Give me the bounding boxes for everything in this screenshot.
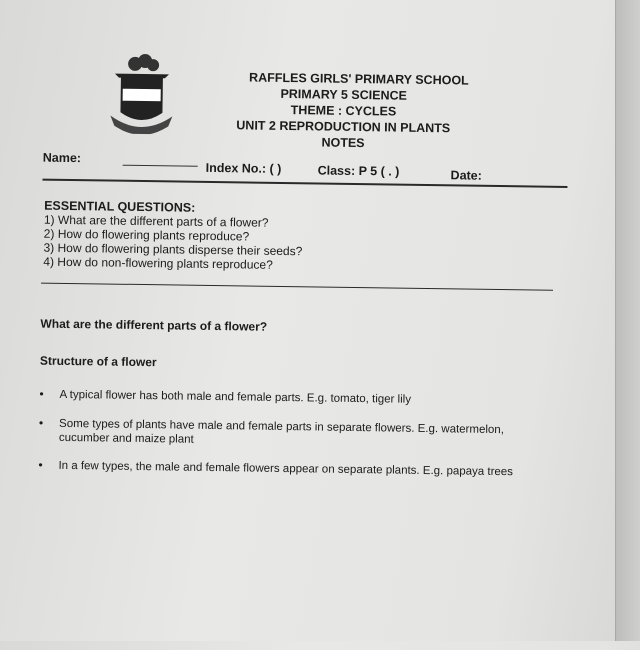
divider bbox=[42, 179, 567, 188]
doc-type: NOTES bbox=[321, 135, 365, 151]
divider bbox=[41, 283, 553, 291]
essential-questions bbox=[43, 199, 303, 273]
bullet-item: • A typical flower has both male and female parts. E.g. tomato, tiger lily bbox=[39, 388, 539, 409]
bullet-item: • In a few types, the male and female flowers appear on separate plants. E.g. papaya trees bbox=[38, 459, 518, 480]
theme: THEME : CYCLES bbox=[290, 103, 397, 119]
index-label: Index No.: ( ) bbox=[205, 160, 282, 176]
date-label: Date: bbox=[450, 168, 482, 183]
bullet-item: • Some types of plants have male and female parts in separate flowers. E.g. watermelon, cucumber and maize plant bbox=[39, 417, 539, 452]
section-subtitle: Structure of a flower bbox=[39, 353, 157, 370]
question-item: 4) How do non-flowering plants reproduce? bbox=[43, 254, 273, 272]
question-item: 1) What are the different parts of a flower? bbox=[43, 212, 269, 230]
question-item: 2) How do flowering plants reproduce? bbox=[43, 226, 250, 244]
name-label: Name: bbox=[42, 150, 82, 166]
bullet-text: A typical flower has both male and female parts. E.g. tomato, tiger lily bbox=[59, 388, 412, 406]
paper-edge bbox=[615, 0, 640, 641]
student-info bbox=[42, 150, 563, 183]
document-header bbox=[213, 69, 474, 153]
school-crest-logo bbox=[108, 54, 175, 135]
question-item: 3) How do flowering plants disperse their seeds? bbox=[43, 240, 303, 259]
level: PRIMARY 5 SCIENCE bbox=[280, 86, 408, 103]
name-field[interactable] bbox=[123, 165, 198, 167]
section-question: What are the different parts of a flower? bbox=[40, 316, 268, 334]
unit-title: UNIT 2 REPRODUCTION IN PLANTS bbox=[236, 118, 451, 136]
bullet-text: Some types of plants have male and female parts in separate flowers. E.g. watermelon, cucumber and maize plant bbox=[58, 417, 505, 446]
essential-title: ESSENTIAL QUESTIONS: bbox=[44, 198, 196, 215]
bullet-text: In a few types, the male and female flowers appear on separate plants. E.g. papaya trees bbox=[58, 459, 514, 479]
class-label: Class: P 5 ( . ) bbox=[317, 163, 400, 179]
school-name: RAFFLES GIRLS' PRIMARY SCHOOL bbox=[249, 70, 469, 88]
